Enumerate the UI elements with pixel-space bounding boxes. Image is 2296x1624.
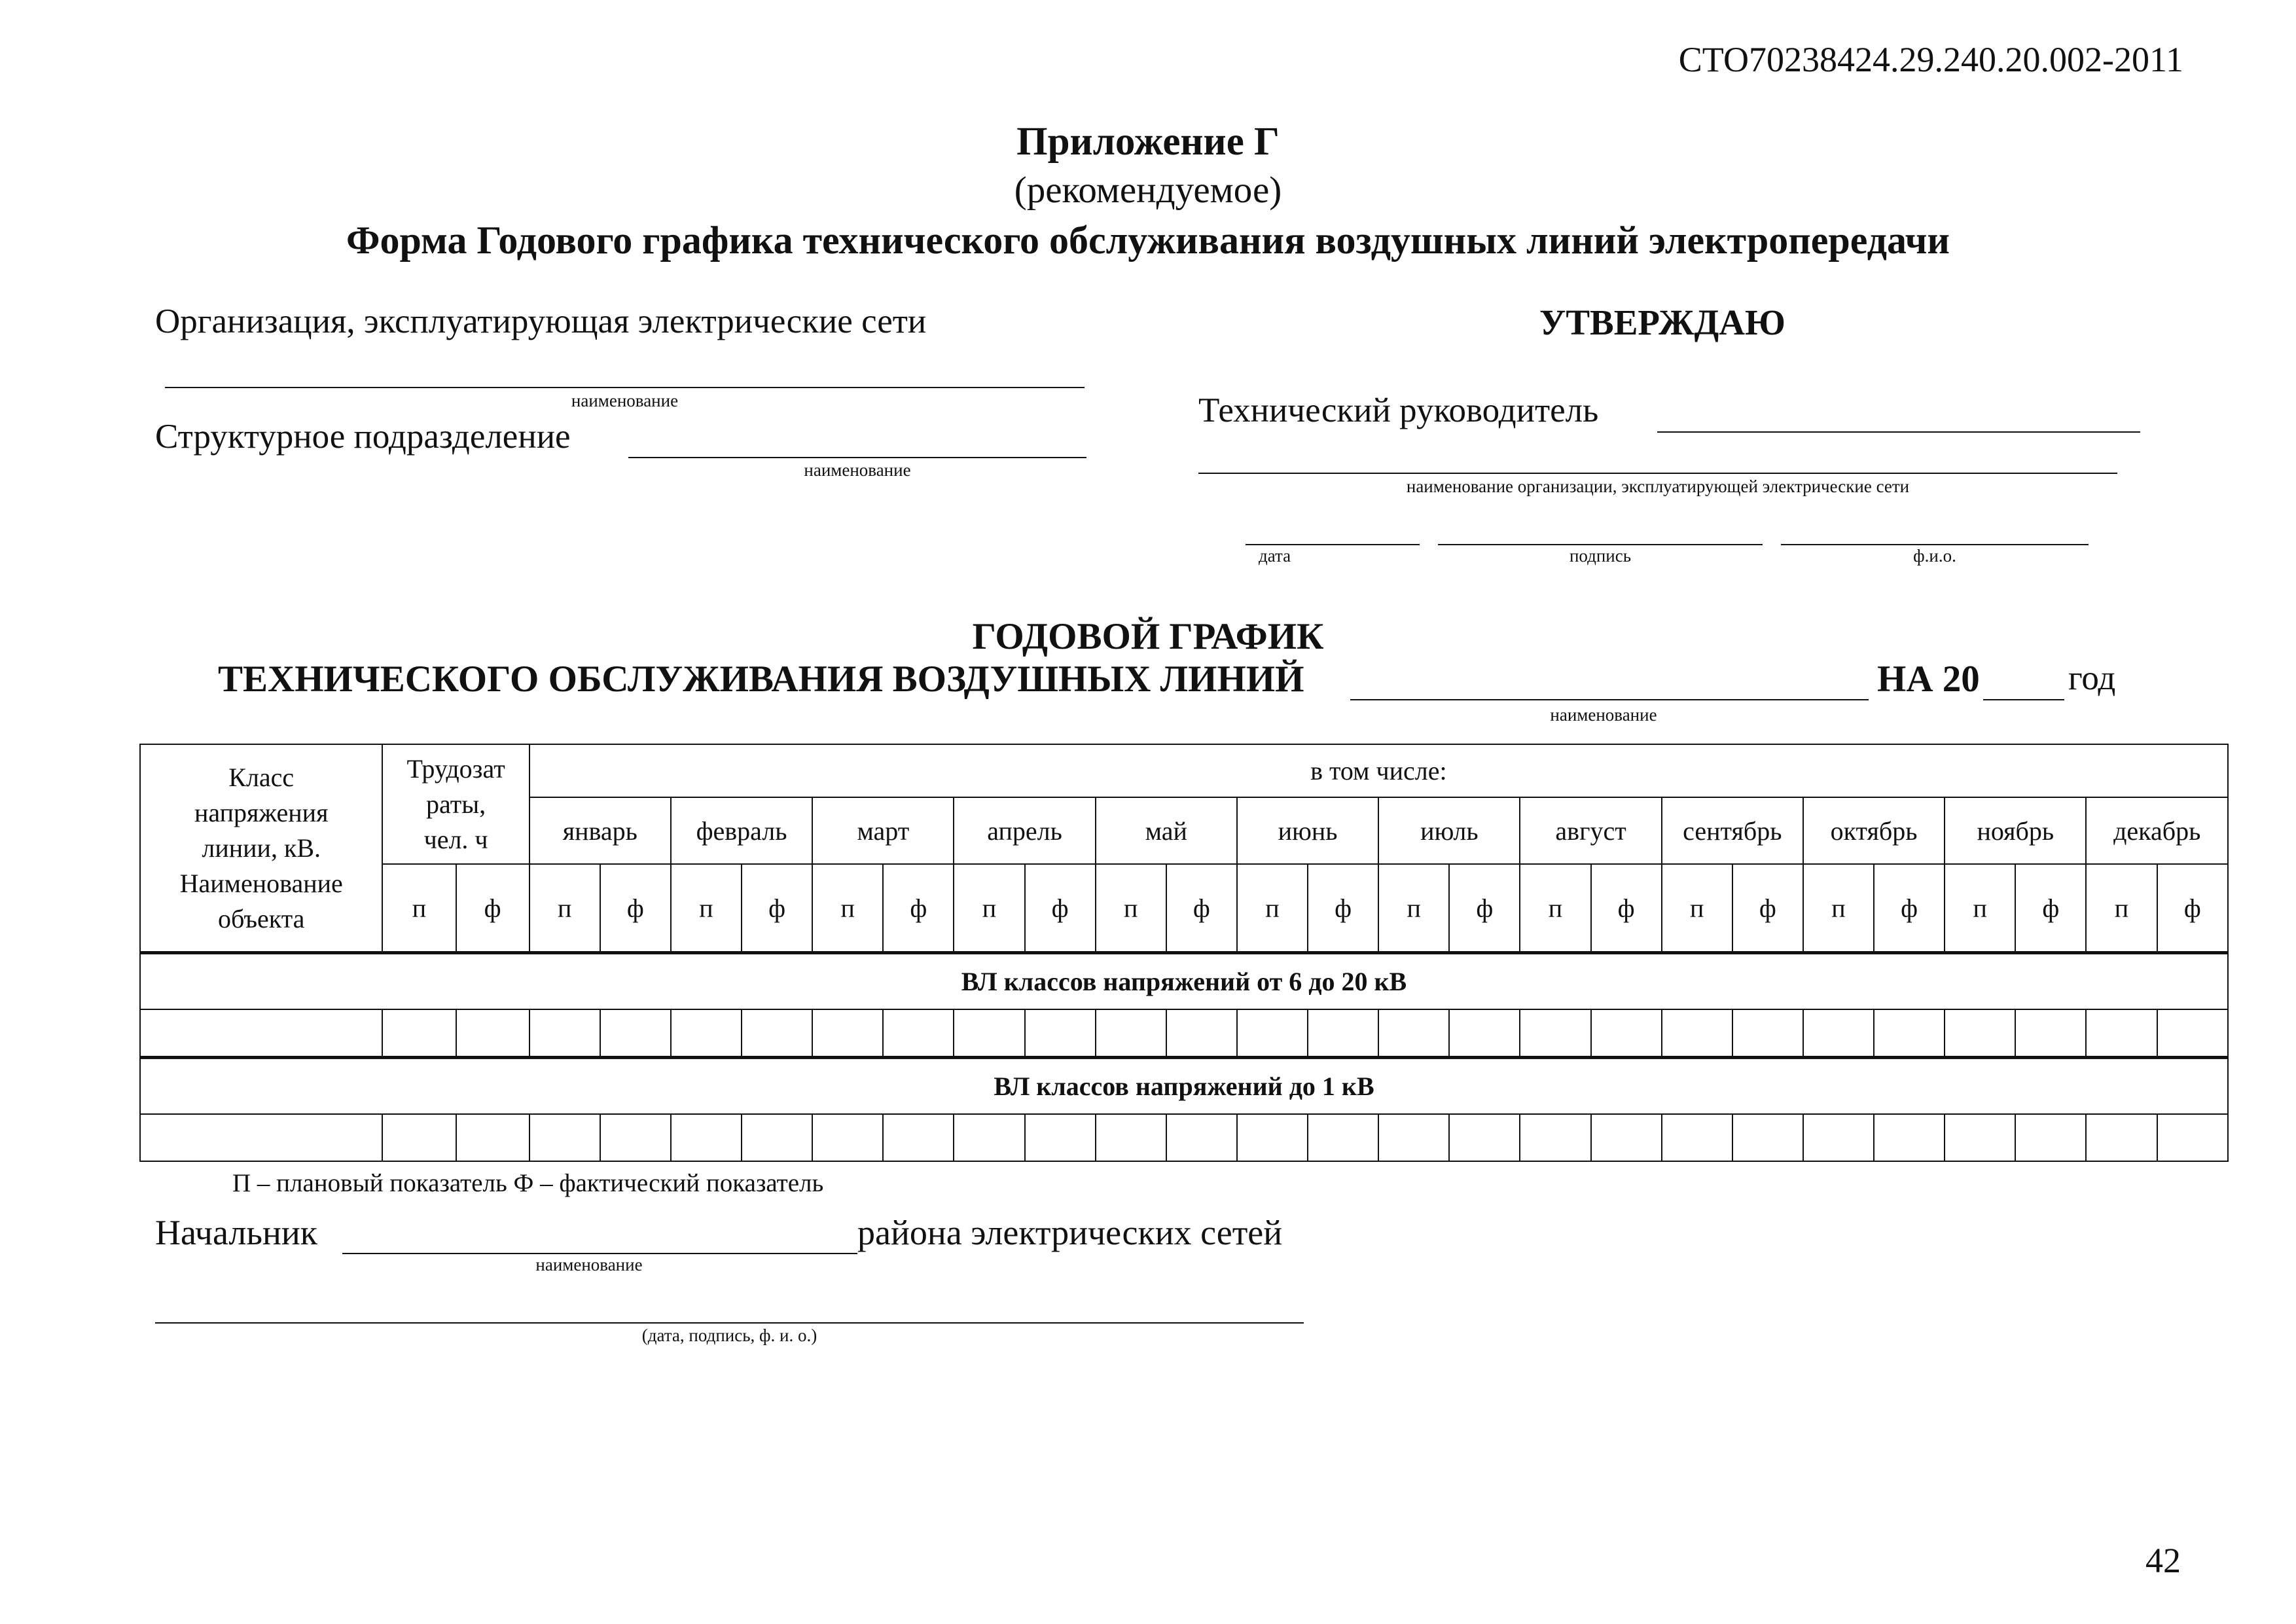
table-cell[interactable] <box>2157 1114 2228 1161</box>
table-cell[interactable] <box>1591 1114 1662 1161</box>
table-cell[interactable] <box>529 1009 600 1058</box>
month-header: март <box>812 797 954 864</box>
table-cell[interactable] <box>456 1009 529 1058</box>
table-cell[interactable] <box>1308 1114 1378 1161</box>
appendix-title: Приложение Г <box>1016 120 1280 164</box>
month-header: декабрь <box>2086 797 2228 864</box>
chief-label: Начальник <box>155 1213 318 1252</box>
fact-mark: ф <box>1874 864 1945 953</box>
plan-mark: п <box>1378 864 1449 953</box>
table-cell[interactable] <box>1237 1114 1308 1161</box>
signature-line <box>1438 544 1763 545</box>
table-cell[interactable] <box>1449 1114 1520 1161</box>
table-cell[interactable] <box>1025 1009 1096 1058</box>
date-caption: дата <box>1259 546 1291 566</box>
schedule-year-line <box>1983 699 2064 700</box>
form-title: Форма Годового графика технического обслуживания воздушных линий электропередачи <box>346 219 1950 262</box>
table-cell[interactable] <box>529 1114 600 1161</box>
unit-name-line <box>628 457 1086 458</box>
table-cell[interactable] <box>742 1009 812 1058</box>
unit-caption: наименование <box>804 460 911 480</box>
table-cell[interactable] <box>1591 1009 1662 1058</box>
table-cell[interactable] <box>2157 1009 2228 1058</box>
table-cell[interactable] <box>140 1009 382 1058</box>
tech-org-line <box>1198 473 2117 474</box>
month-header: июль <box>1378 797 1520 864</box>
class-object-header <box>140 744 382 953</box>
fact-mark: ф <box>1166 864 1237 953</box>
fact-mark: ф <box>2015 864 2086 953</box>
including-header: в том числе: <box>529 744 2228 797</box>
section-row <box>140 1058 2228 1115</box>
schedule-table <box>139 744 2229 1162</box>
table-cell[interactable] <box>1096 1009 1166 1058</box>
table-cell[interactable] <box>954 1114 1024 1161</box>
legend-note: П – плановый показатель Ф – фактический показатель <box>232 1169 824 1197</box>
plan-mark: п <box>1803 864 1874 953</box>
table-cell[interactable] <box>1166 1114 1237 1161</box>
fact-mark: ф <box>456 864 529 953</box>
schedule-object-line <box>1350 699 1869 700</box>
plan-mark: п <box>812 864 883 953</box>
schedule-caption: наименование <box>1550 705 1657 725</box>
chief-signature-caption: (дата, подпись, ф. и. о.) <box>641 1326 817 1345</box>
table-cell[interactable] <box>1520 1114 1590 1161</box>
organization-name-line <box>165 387 1085 388</box>
date-line <box>1246 544 1420 545</box>
header-row-1 <box>140 744 2228 797</box>
table-cell[interactable] <box>2015 1114 2086 1161</box>
organization-label: Организация, эксплуатирующая электрические сети <box>155 302 927 340</box>
class-header-line: Класс <box>228 762 295 792</box>
table-cell[interactable] <box>1520 1009 1590 1058</box>
plan-mark: п <box>1520 864 1590 953</box>
document-code: СТО70238424.29.240.20.002-2011 <box>1678 40 2183 79</box>
month-header: июнь <box>1237 797 1378 864</box>
plan-mark: п <box>1662 864 1732 953</box>
table-cell[interactable] <box>1874 1009 1945 1058</box>
chief-suffix: района электрических сетей <box>857 1213 1283 1252</box>
table-cell[interactable] <box>742 1114 812 1161</box>
appendix-note: (рекомендуемое) <box>1014 170 1282 211</box>
table-cell[interactable] <box>671 1009 742 1058</box>
table-cell[interactable] <box>1378 1114 1449 1161</box>
labor-header-line: чел. ч <box>423 824 488 854</box>
object-header-line: объекта <box>218 903 305 933</box>
plan-mark: п <box>529 864 600 953</box>
table-cell[interactable] <box>382 1009 456 1058</box>
section-row <box>140 953 2228 1010</box>
chief-name-line <box>342 1253 857 1254</box>
fact-mark: ф <box>1449 864 1520 953</box>
table-cell[interactable] <box>1662 1114 1732 1161</box>
plan-fact-row <box>140 864 2228 953</box>
table-cell[interactable] <box>1874 1114 1945 1161</box>
fact-mark: ф <box>1732 864 1803 953</box>
plan-mark: п <box>1237 864 1308 953</box>
table-cell[interactable] <box>1096 1114 1166 1161</box>
fact-mark: ф <box>1025 864 1096 953</box>
labor-header-line: раты, <box>426 789 486 819</box>
table-cell[interactable] <box>1732 1114 1803 1161</box>
class-header-line: линии, кВ. <box>202 833 321 863</box>
table-cell[interactable] <box>2086 1114 2157 1161</box>
table-cell[interactable] <box>883 1009 954 1058</box>
schedule-subtitle: ТЕХНИЧЕСКОГО ОБСЛУЖИВАНИЯ ВОЗДУШНЫХ ЛИНИЙ <box>218 659 1304 700</box>
table-cell[interactable] <box>382 1114 456 1161</box>
table-cell[interactable] <box>600 1009 671 1058</box>
table-cell[interactable] <box>671 1114 742 1161</box>
fio-line <box>1781 544 2089 545</box>
plan-mark: п <box>1096 864 1166 953</box>
month-header: сентябрь <box>1662 797 1803 864</box>
section-title: ВЛ классов напряжений до 1 кВ <box>140 1058 2228 1115</box>
section-title: ВЛ классов напряжений от 6 до 20 кВ <box>140 953 2228 1010</box>
signature-caption: подпись <box>1569 546 1632 566</box>
fio-caption: ф.и.о. <box>1913 546 1956 566</box>
month-header: май <box>1096 797 1237 864</box>
tech-director-line <box>1657 431 2140 433</box>
table-cell[interactable] <box>812 1114 883 1161</box>
table-row <box>140 1114 2228 1161</box>
table-cell[interactable] <box>1308 1009 1378 1058</box>
fact-mark: ф <box>742 864 812 953</box>
fact-mark: ф <box>883 864 954 953</box>
fact-mark: ф <box>600 864 671 953</box>
plan-mark: п <box>382 864 456 953</box>
table-cell[interactable] <box>1025 1114 1096 1161</box>
table-cell[interactable] <box>456 1114 529 1161</box>
table-cell[interactable] <box>1945 1009 2015 1058</box>
table-cell[interactable] <box>954 1009 1024 1058</box>
tech-org-caption: наименование организации, эксплуатирующей электрические сети <box>1406 477 1910 496</box>
tech-director-label: Технический руководитель <box>1198 391 1599 429</box>
table-cell[interactable] <box>1378 1009 1449 1058</box>
class-header-line: напряжения <box>194 797 329 827</box>
table-cell[interactable] <box>1166 1009 1237 1058</box>
schedule-year-word: год <box>2068 659 2116 697</box>
fact-mark: ф <box>1308 864 1378 953</box>
chief-signature-line <box>155 1322 1304 1324</box>
table-cell[interactable] <box>2015 1009 2086 1058</box>
table-cell[interactable] <box>1237 1009 1308 1058</box>
table-cell[interactable] <box>1662 1009 1732 1058</box>
organization-caption: наименование <box>571 391 679 410</box>
table-cell[interactable] <box>812 1009 883 1058</box>
unit-label: Структурное подразделение <box>155 418 571 456</box>
fact-mark: ф <box>1591 864 1662 953</box>
month-header: август <box>1520 797 1661 864</box>
month-header: февраль <box>671 797 812 864</box>
table-cell[interactable] <box>140 1114 382 1161</box>
labor-header-line: Трудозат <box>406 753 505 784</box>
month-header: октябрь <box>1803 797 1945 864</box>
table-row <box>140 1009 2228 1058</box>
table-cell[interactable] <box>1803 1114 1874 1161</box>
fact-mark: ф <box>2157 864 2228 953</box>
month-header: апрель <box>954 797 1095 864</box>
table-cell[interactable] <box>883 1114 954 1161</box>
table-cell[interactable] <box>1945 1114 2015 1161</box>
table-cell[interactable] <box>1449 1009 1520 1058</box>
plan-mark: п <box>671 864 742 953</box>
schedule-year-prefix: НА 20 <box>1877 659 1980 700</box>
month-header: январь <box>529 797 671 864</box>
table-cell[interactable] <box>2086 1009 2157 1058</box>
month-header: ноябрь <box>1945 797 2086 864</box>
table-cell[interactable] <box>1732 1009 1803 1058</box>
plan-mark: п <box>2086 864 2157 953</box>
table-cell[interactable] <box>600 1114 671 1161</box>
chief-caption: наименование <box>535 1255 643 1274</box>
plan-mark: п <box>954 864 1024 953</box>
page-number: 42 <box>2145 1541 2181 1580</box>
object-header-line: Наименование <box>179 868 343 898</box>
schedule-title: ГОДОВОЙ ГРАФИК <box>972 616 1324 657</box>
approve-heading: УТВЕРЖДАЮ <box>1539 302 1785 342</box>
plan-mark: п <box>1945 864 2015 953</box>
table-cell[interactable] <box>1803 1009 1874 1058</box>
labor-header <box>382 744 529 864</box>
